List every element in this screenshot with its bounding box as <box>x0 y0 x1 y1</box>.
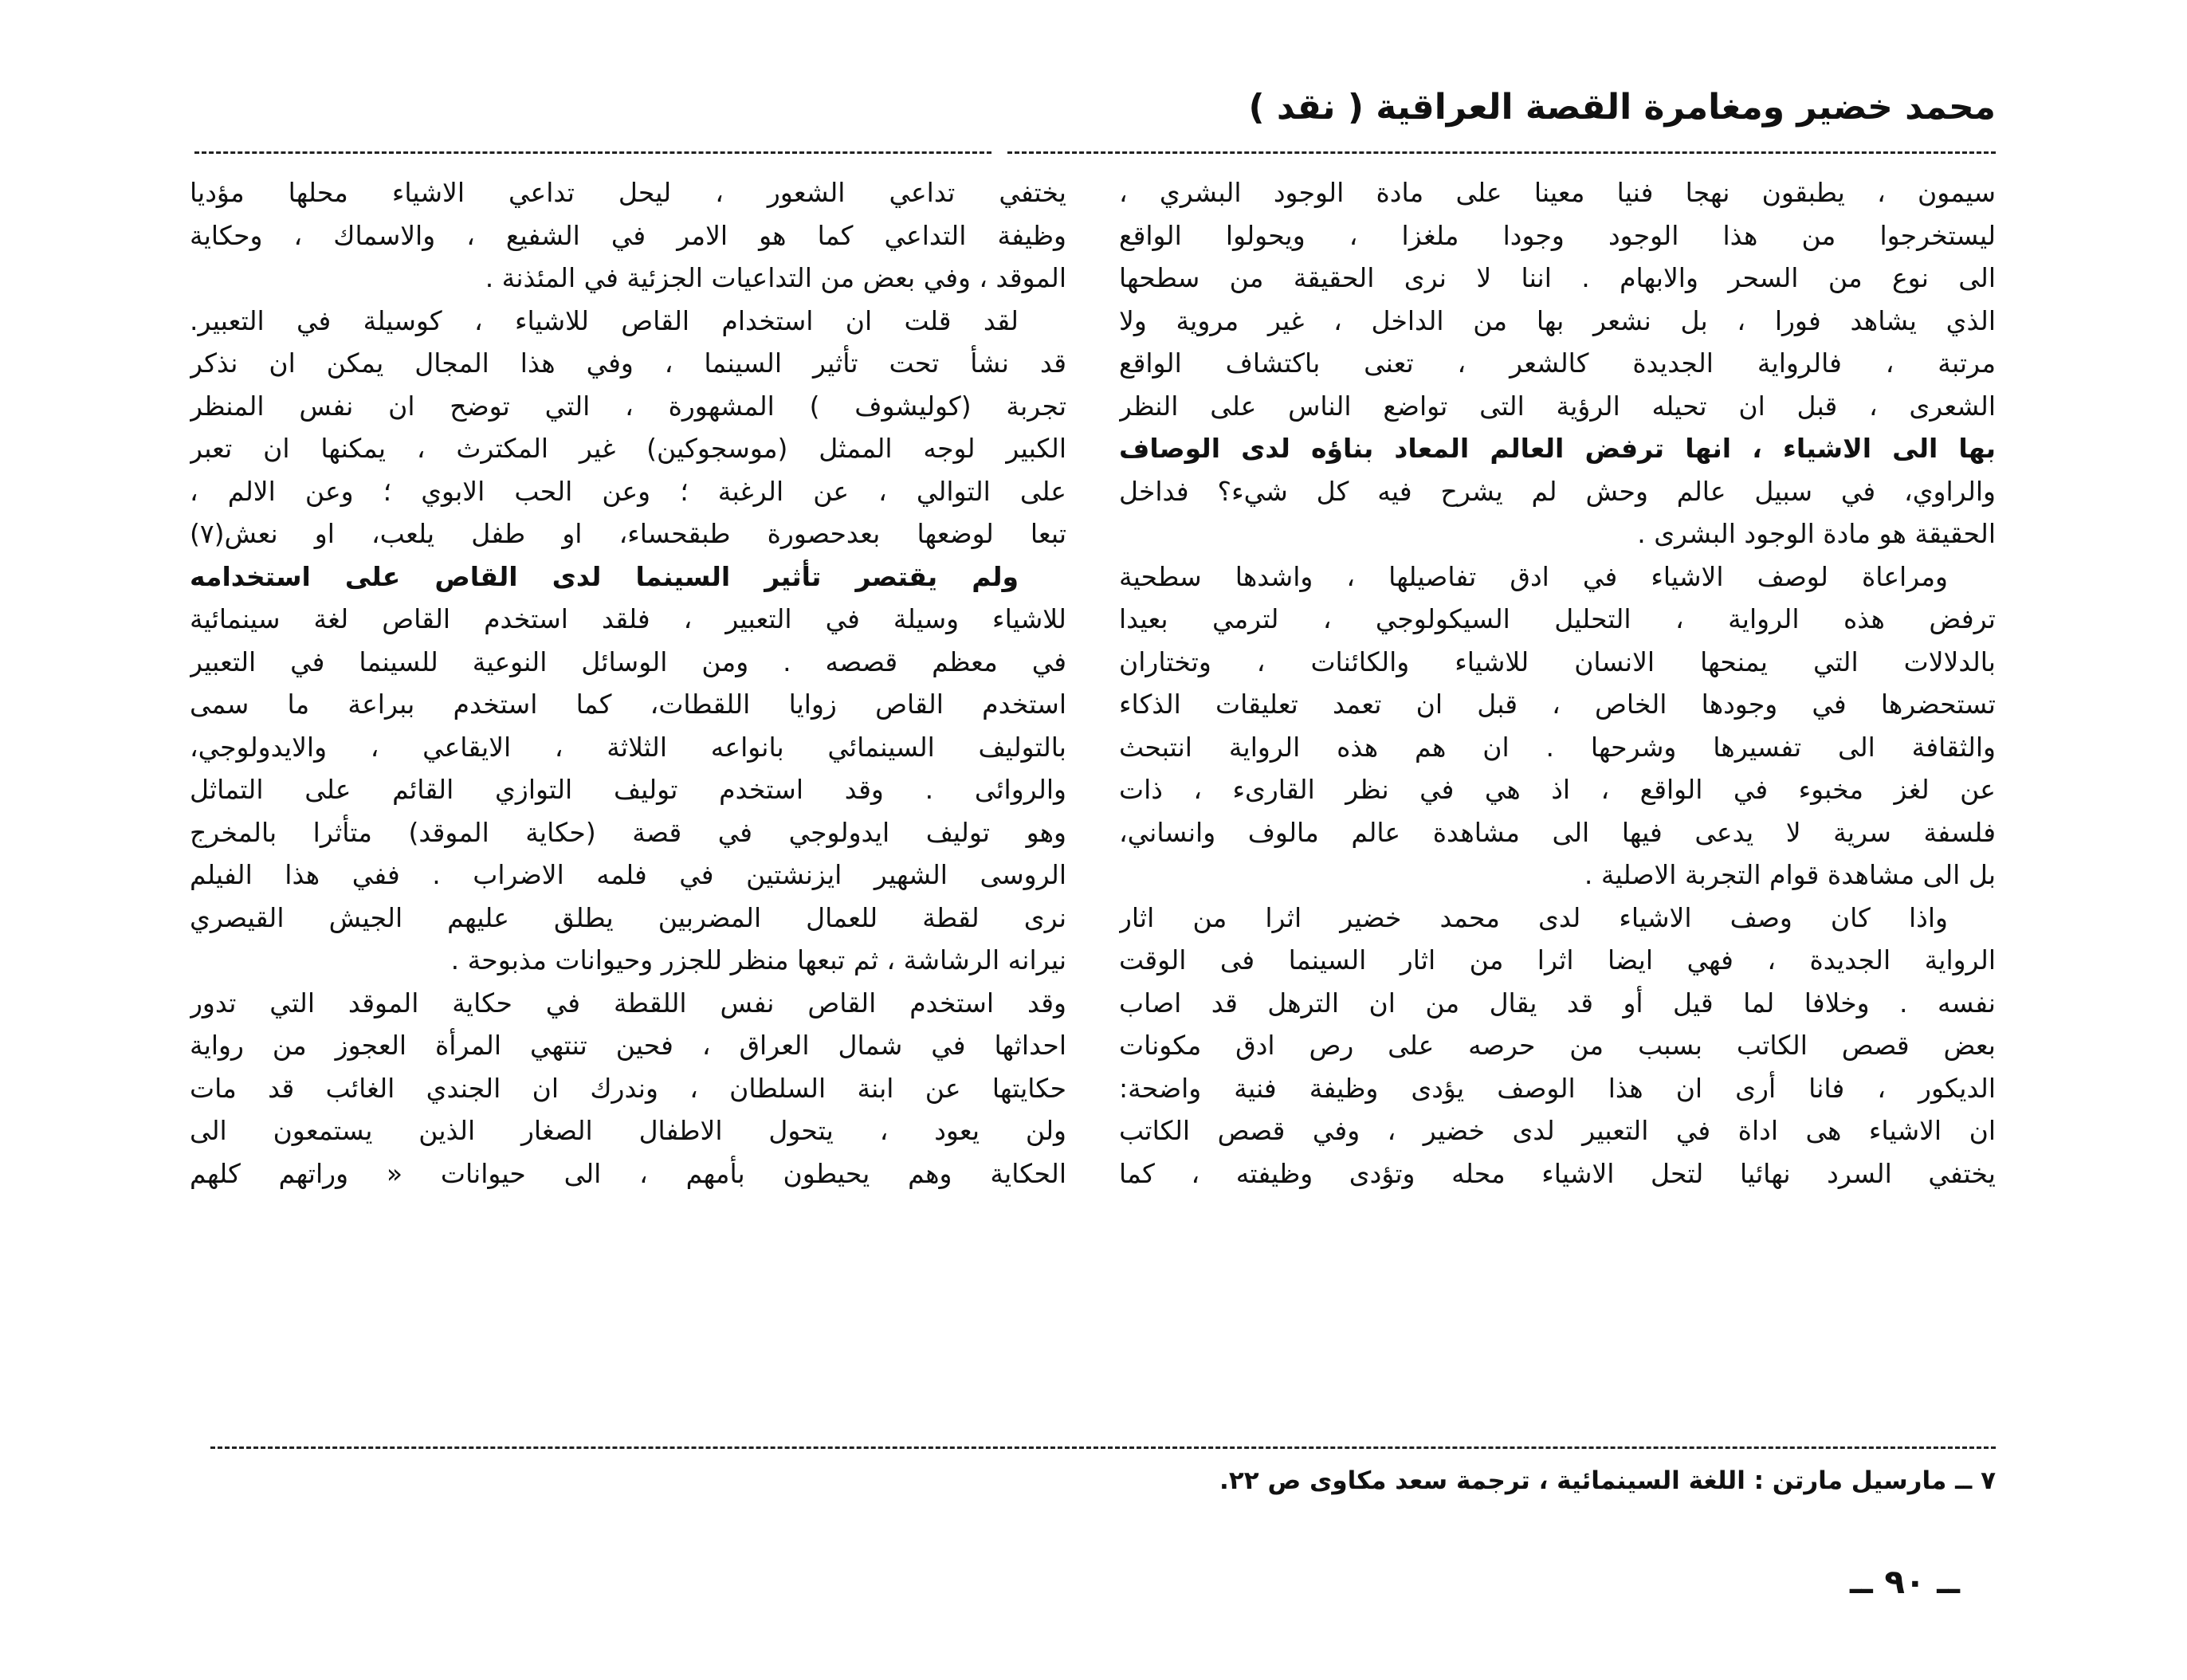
text-line: ولم يقتصر تأثير السينما لدى القاص على استخدامه <box>190 560 1019 592</box>
text-column-left <box>190 171 1066 1423</box>
text-line: الروسى الشهير ايزنشتين في فلمه الاضراب . ففي هذا الفيلم <box>190 859 1066 890</box>
text-line: والراوي، في سبيل عالم وحش لم يشرح فيه كل شيء؟ فداخل <box>1119 475 1996 507</box>
text-line: بل الى مشاهدة قوام التجربة الاصلية . <box>1584 859 1996 890</box>
text-line: ليستخرجوا من هذا الوجود وجودا ملغزا ، ويحولوا الواقع <box>1119 219 1996 251</box>
text-line: على التوالي ، عن الرغبة ؛ وعن الحب الابوي ؛ وعن الالم ، <box>190 475 1066 507</box>
text-line: في معظم قصصه . ومن الوسائل النوعية للسينما في التعبير <box>190 646 1066 677</box>
text-line: تجربة (كوليشوف ) المشهورة ، التي توضح ان نفس المنظر <box>190 390 1066 422</box>
text-line: تبعا لوضعها بعدحصورة طبقحساء، او طفل يلعب، او نعش(٧) <box>190 518 1066 549</box>
footnote-rule <box>210 1446 1996 1449</box>
text-line: ان الاشياء هى اداة في التعبير لدى خضير ، وفي قصص الكاتب <box>1119 1115 1996 1146</box>
text-line: ولن يعود ، يتحول الاطفال الصغار الذين يستمعون الى <box>190 1115 1066 1146</box>
text-column-right <box>1119 171 1996 1423</box>
text-line: حكايتها عن ابنة السلطان ، وندرك ان الجندي الغائب قد مات <box>190 1072 1066 1104</box>
text-line: الشعرى ، قبل ان تحيله الرؤية التى تواضع الناس على النظر <box>1119 390 1996 422</box>
text-line: عن لغز مخبوء في الواقع ، اذ هي في نظر القارىء ، ذات <box>1119 774 1996 805</box>
text-line: بعض قصص الكاتب بسبب من حرصه على رص ادق مكونات <box>1119 1030 1996 1061</box>
text-line: تستحضرها في وجودها الخاص ، قبل ان تعمد تعليقات الذكاء <box>1119 689 1996 720</box>
text-line: مرتبة ، فالرواية الجديدة كالشعر ، تعنى باكتشاف الواقع <box>1119 347 1996 379</box>
text-line: وظيفة التداعي كما هو الامر في الشفيع ، والاسماك ، وحكاية <box>190 219 1066 251</box>
text-line: نفسه . وخلافا لما قيل أو قد يقال من ان الترهل قد اصاب <box>1119 987 1996 1019</box>
text-line: والثقافة الى تفسيرها وشرحها . ان هم هذه الرواية انتبحث <box>1119 731 1996 763</box>
text-line: الرواية الجديدة ، فهي ايضا اثرا من اثار السينما فى الوقت <box>1119 944 1996 975</box>
text-line: الموقد ، وفي بعض من التداعيات الجزئية في المئذنة . <box>485 262 1066 293</box>
text-line: سيمون ، يطبقون نهجا فنيا معينا على مادة الوجود البشري ، <box>1119 177 1996 208</box>
text-line: واذا كان وصف الاشياء لدى محمد خضير اثرا من اثار <box>1119 901 1948 933</box>
text-line: استخدم القاص زوايا اللقطات، كما استخدم ببراعة ما سمى <box>190 689 1066 720</box>
text-line: الحكاية وهم يحيطون بأمهم ، الى حيوانات « وراتهم كلهم <box>190 1157 1066 1189</box>
text-line: ترفض هذه الرواية ، التحليل السيكولوجي ، لترمي بعيدا <box>1119 603 1996 634</box>
text-line: الحقيقة هو مادة الوجود البشرى . <box>1637 518 1996 549</box>
text-line: الذي يشاهد فورا ، بل نشعر بها من الداخل ، غير مروية ولا <box>1119 304 1996 336</box>
text-line: بها الى الاشياء ، انها ترفض العالم المعاد بناؤه لدى الوصاف <box>1119 433 1996 464</box>
text-line: فلسفة سرية لا يدعى فيها الى مشاهدة عالم مالوف وانساني، <box>1119 816 1996 848</box>
text-line: بالدلالات التي يمنحها الانسان للاشياء والكائنات ، وتختاران <box>1119 646 1996 677</box>
text-line: نرى لقطة للعمال المضربين يطلق عليهم الجيش القيصري <box>190 901 1066 933</box>
text-line: قد نشأ تحت تأثير السينما ، وفي هذا المجال يمكن ان نذكر <box>190 347 1066 379</box>
text-line: ومراعاة لوصف الاشياء في ادق تفاصيلها ، واشدها سطحية <box>1119 560 1948 592</box>
text-line: لقد قلت ان استخدام القاص للاشياء ، كوسيلة في التعبير. <box>190 304 1019 336</box>
page-header-title: محمد خضير ومغامرة القصة العراقية ( نقد ) <box>1248 87 1996 128</box>
text-line: والروائى . وقد استخدم توليف التوازي القائم على التماثل <box>190 774 1066 805</box>
text-line: يختفي تداعي الشعور ، ليحل تداعي الاشياء محلها مؤديا <box>190 177 1066 208</box>
header-rule-left <box>194 151 991 154</box>
text-line: الكبير لوجه الممثل (موسجوكين) غير المكترث ، يمكنها ان تعبر <box>190 433 1066 464</box>
text-line: الى نوع من السحر والابهام . اننا لا نرى الحقيقة من سطحها <box>1119 262 1996 293</box>
text-line: احداثها في شمال العراق ، فحين تنتهي المرأة العجوز من رواية <box>190 1030 1066 1061</box>
text-line: يختفي السرد نهائيا لتحل الاشياء محله وتؤدى وظيفته ، كما <box>1119 1157 1996 1189</box>
text-line: نيرانه الرشاشة ، ثم تبعها منظر للجزر وحيوانات مذبوحة . <box>450 944 1066 975</box>
page-number: ــ ٩٠ ــ <box>1850 1562 1960 1601</box>
text-line: وهو توليف ايدولوجي في قصة (حكاية الموقد) متأثرا بالمخرج <box>190 816 1066 848</box>
text-line: الديكور ، فانا أرى ان هذا الوصف يؤدى وظيفة فنية واضحة: <box>1119 1072 1996 1104</box>
text-line: وقد استخدم القاص نفس اللقطة في حكاية الموقد التي تدور <box>190 987 1066 1019</box>
footnote: ٧ ــ مارسيل مارتن : اللغة السينمائية ، ترجمة سعد مكاوى ص ٢٢. <box>1219 1466 1996 1495</box>
text-line: بالتوليف السينمائي بانواعه الثلاثة ، الايقاعي ، والايدولوجي، <box>190 731 1066 763</box>
header-rule-right <box>1007 151 1996 154</box>
text-line: للاشياء وسيلة في التعبير ، فلقد استخدم القاص لغة سينمائية <box>190 603 1066 634</box>
